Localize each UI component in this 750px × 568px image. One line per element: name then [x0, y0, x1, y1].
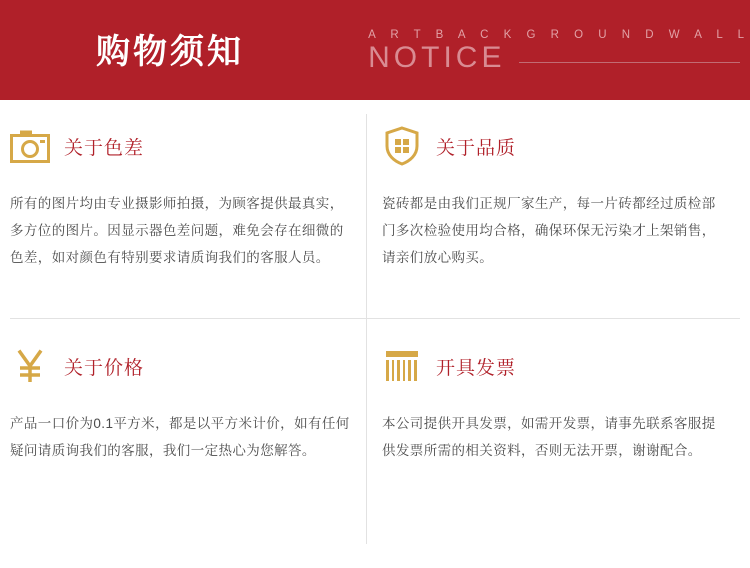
- shield-quality-icon: [382, 126, 422, 166]
- page-header: [0, 0, 750, 100]
- page-title: 购物须知: [96, 33, 245, 71]
- notice-item: [10, 338, 360, 464]
- notice-header: [10, 338, 360, 394]
- notice-title: 关于价格: [64, 357, 145, 379]
- notice-body: 瓷砖都是由我们正规厂家生产，每一片砖都经过质检部门多次检验使用均合格，确保环保无污染才上架销售，请亲们放心购买。: [382, 196, 716, 265]
- notice-item: [382, 118, 732, 271]
- notice-title: 关于品质: [436, 137, 517, 159]
- grid-horizontal-divider: [10, 318, 740, 319]
- header-subtitle-block: [340, 0, 750, 100]
- notice-title: 开具发票: [436, 357, 517, 379]
- yen-price-icon: [10, 346, 50, 386]
- header-subtitle-en: A R T B A C K G R O U N D W A L L: [368, 29, 750, 41]
- notice-header: [10, 118, 360, 174]
- notice-grid: [0, 100, 750, 568]
- notice-body: 本公司提供开具发票，如需开发票，请事先联系客服提供发票所需的相关资料，否则无法开票，谢谢配合。: [382, 416, 716, 458]
- invoice-icon: [382, 346, 422, 386]
- notice-body: 产品一口价为0.1平方米，都是以平方米计价，如有任何疑问请质询我们的客服，我们一定热心为您解答。: [10, 416, 350, 458]
- header-divider-rule: [519, 62, 740, 63]
- notice-title: 关于色差: [64, 137, 145, 159]
- notice-header: [382, 118, 732, 174]
- notice-header: [382, 338, 732, 394]
- header-notice-row: [368, 43, 750, 73]
- notice-item: [382, 338, 732, 464]
- notice-item: [10, 118, 360, 271]
- grid-vertical-divider: [366, 114, 367, 544]
- camera-icon: [10, 126, 50, 166]
- notice-body: 所有的图片均由专业摄影师拍摄，为顾客提供最真实，多方位的图片。因显示器色差问题，难免会存在细微的色差，如对颜色有特别要求请质询我们的客服人员。: [10, 196, 344, 265]
- header-notice-en: NOTICE: [368, 41, 506, 74]
- header-title-block: [0, 0, 340, 100]
